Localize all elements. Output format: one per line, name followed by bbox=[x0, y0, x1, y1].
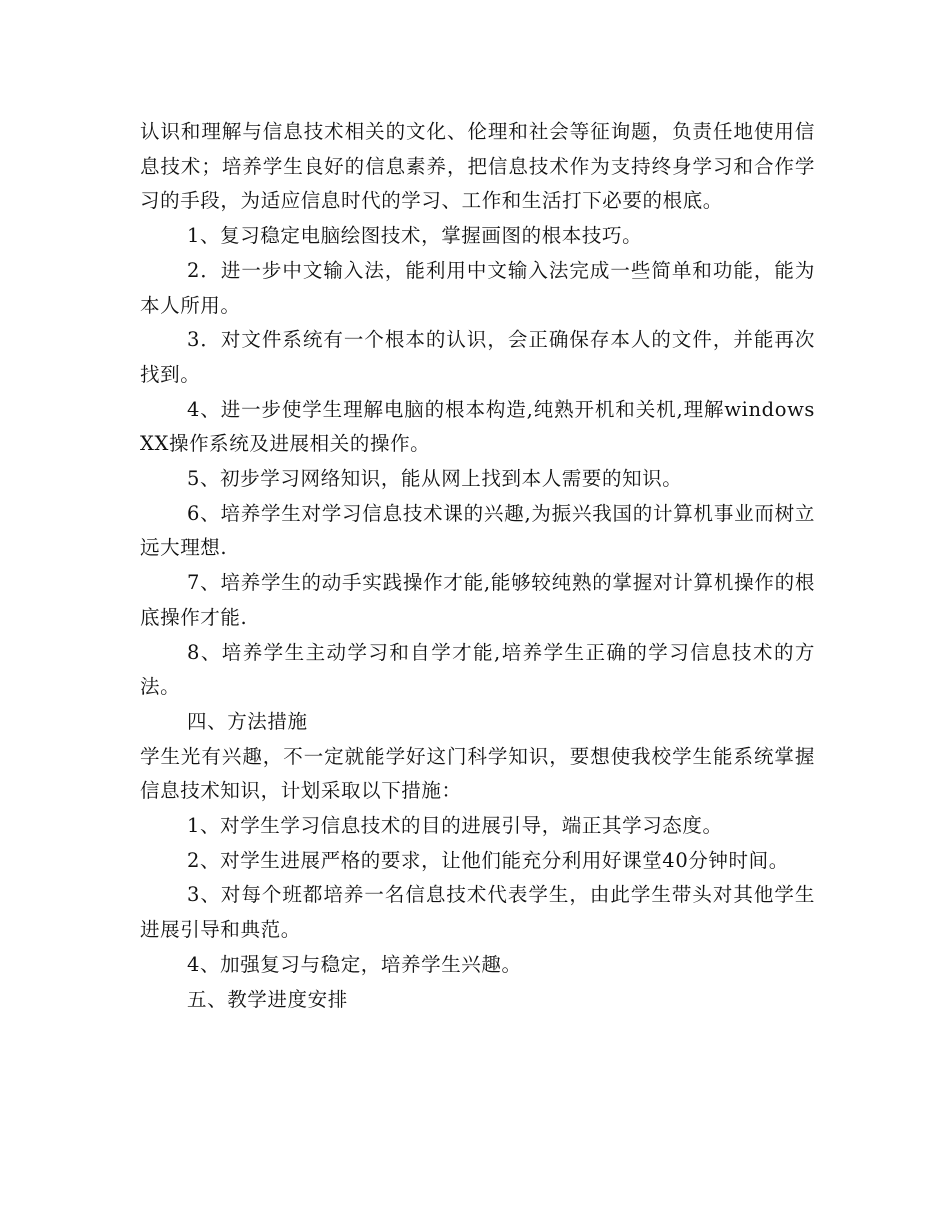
section-heading: 四、方法措施 bbox=[187, 709, 308, 733]
list-item: 1、对学生学习信息技术的目的进展引导，端正其学习态度。 bbox=[187, 814, 723, 838]
list-item: 7、培养学生的动手实践操作才能,能够较纯熟的掌握对计算机操作的根底操作才能. bbox=[140, 571, 815, 629]
list-item: 8、培养学生主动学习和自学才能,培养学生正确的学习信息技术的方法。 bbox=[140, 640, 815, 699]
section-heading: 五、教学进度安排 bbox=[187, 987, 348, 1011]
paragraph: 认识和理解与信息技术相关的文化、伦理和社会等征询题，负责任地使用信息技术；培养学生良好的信息素养，把信息技术作为支持终身学习和合作学习的手段，为适应信息时代的学习、工作和生活打下必要的根底。 bbox=[140, 120, 815, 213]
list-item: 4、进一步使学生理解电脑的根本构造,纯熟开机和关机,理解windows XX操作系统及进展相关的操作。 bbox=[140, 397, 815, 456]
list-item: 6、培养学生对学习信息技术课的兴趣,为振兴我国的计算机事业而树立远大理想. bbox=[140, 501, 815, 560]
list-item: 5、初步学习网络知识，能从网上找到本人需要的知识。 bbox=[187, 467, 683, 491]
document-body bbox=[140, 115, 815, 1017]
list-item: 3．对文件系统有一个根本的认识，会正确保存本人的文件，并能再次找到。 bbox=[140, 328, 815, 386]
list-item: 1、复习稳定电脑绘图技术，掌握画图的根本技巧。 bbox=[187, 224, 643, 248]
list-item: 3、对每个班都培养一名信息技术代表学生，由此学生带头对其他学生进展引导和典范。 bbox=[140, 883, 815, 942]
list-item: 2、对学生进展严格的要求，让他们能充分利用好课堂40分钟时间。 bbox=[187, 848, 789, 872]
list-item: 2．进一步中文输入法，能利用中文输入法完成一些简单和功能，能为本人所用。 bbox=[140, 258, 815, 317]
paragraph: 学生光有兴趣，不一定就能学好这门科学知识，要想使我校学生能系统掌握信息技术知识，计划采取以下措施： bbox=[140, 744, 815, 803]
list-item: 4、加强复习与稳定，培养学生兴趣。 bbox=[187, 952, 522, 976]
